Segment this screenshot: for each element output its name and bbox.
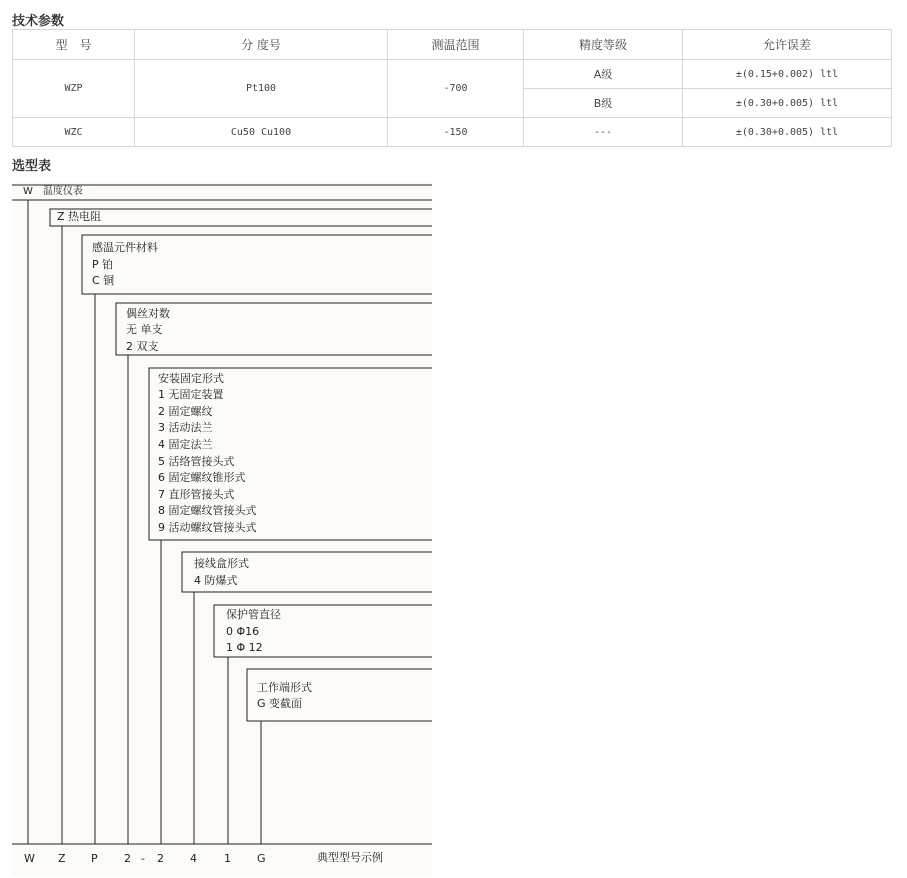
header-graduation: 分 度号 bbox=[135, 30, 388, 60]
header-error: 允许误差 bbox=[683, 30, 892, 60]
table-row bbox=[13, 118, 892, 147]
example-code: Z bbox=[58, 852, 66, 865]
example-code: 2 bbox=[124, 852, 131, 865]
example-code: 1 bbox=[224, 852, 231, 865]
mount-item: 8 固定螺纹管接头式 bbox=[158, 504, 257, 517]
cell-error: ±(0.30+0.005) ltl bbox=[683, 89, 892, 118]
tube-item: 1 Φ 12 bbox=[226, 641, 263, 654]
mount-item: 5 活络管接头式 bbox=[158, 455, 235, 468]
cell-graduation: Cu50 Cu100 bbox=[135, 118, 388, 147]
selection-title: 选型表 bbox=[12, 159, 52, 174]
table-row bbox=[13, 60, 892, 89]
tube-item: 0 Φ16 bbox=[226, 625, 260, 638]
material-item: C 铜 bbox=[92, 274, 115, 287]
cell-range: -700 bbox=[388, 60, 524, 118]
example-code: G bbox=[257, 852, 266, 865]
mount-item: 7 直形管接头式 bbox=[158, 488, 235, 501]
w-label: W 温度仪表 bbox=[23, 186, 83, 197]
pairs-title: 偶丝对数 bbox=[126, 307, 170, 320]
table-header-row bbox=[13, 30, 892, 60]
example-label: 典型型号示例 bbox=[317, 851, 383, 864]
cell-grade: --- bbox=[524, 118, 683, 147]
cell-model: WZP bbox=[13, 60, 135, 118]
cell-grade: A级 bbox=[524, 60, 683, 89]
mount-item: 6 固定螺纹锥形式 bbox=[158, 471, 246, 484]
end-item: G 变截面 bbox=[257, 697, 303, 710]
material-title: 感温元件材料 bbox=[92, 241, 158, 254]
example-code: 2 bbox=[157, 852, 164, 865]
z-label: Z 热电阻 bbox=[57, 210, 102, 223]
junction-item: 4 防爆式 bbox=[194, 574, 238, 587]
cell-error: ±(0.15+0.002) ltl bbox=[683, 60, 892, 89]
junction-title: 接线盒形式 bbox=[194, 557, 249, 570]
mount-item: 3 活动法兰 bbox=[158, 421, 213, 434]
selection-diagram bbox=[12, 182, 432, 876]
cell-error: ±(0.30+0.005) ltl bbox=[683, 118, 892, 147]
cell-range: -150 bbox=[388, 118, 524, 147]
cell-model: WZC bbox=[13, 118, 135, 147]
example-code: - bbox=[141, 852, 145, 865]
mount-item: 4 固定法兰 bbox=[158, 438, 213, 451]
tube-title: 保护管直径 bbox=[226, 608, 281, 621]
pairs-item: 2 双支 bbox=[126, 340, 159, 353]
mount-item: 1 无固定装置 bbox=[158, 388, 224, 401]
spec-table bbox=[12, 29, 892, 147]
material-item: P 铂 bbox=[92, 258, 114, 271]
pairs-item: 无 单支 bbox=[126, 323, 163, 336]
mount-title: 安装固定形式 bbox=[158, 372, 224, 385]
example-code: W bbox=[24, 852, 35, 865]
example-code: 4 bbox=[190, 852, 197, 865]
header-grade: 精度等级 bbox=[524, 30, 683, 60]
mount-item: 2 固定螺纹 bbox=[158, 405, 213, 418]
cell-grade: B级 bbox=[524, 89, 683, 118]
example-code: P bbox=[91, 852, 98, 865]
cell-graduation: Pt100 bbox=[135, 60, 388, 118]
end-title: 工作端形式 bbox=[257, 681, 312, 694]
mount-item: 9 活动螺纹管接头式 bbox=[158, 521, 257, 534]
tech-params-title: 技术参数 bbox=[12, 14, 65, 29]
header-model: 型 号 bbox=[13, 30, 135, 60]
header-range: 测温范围 bbox=[388, 30, 524, 60]
